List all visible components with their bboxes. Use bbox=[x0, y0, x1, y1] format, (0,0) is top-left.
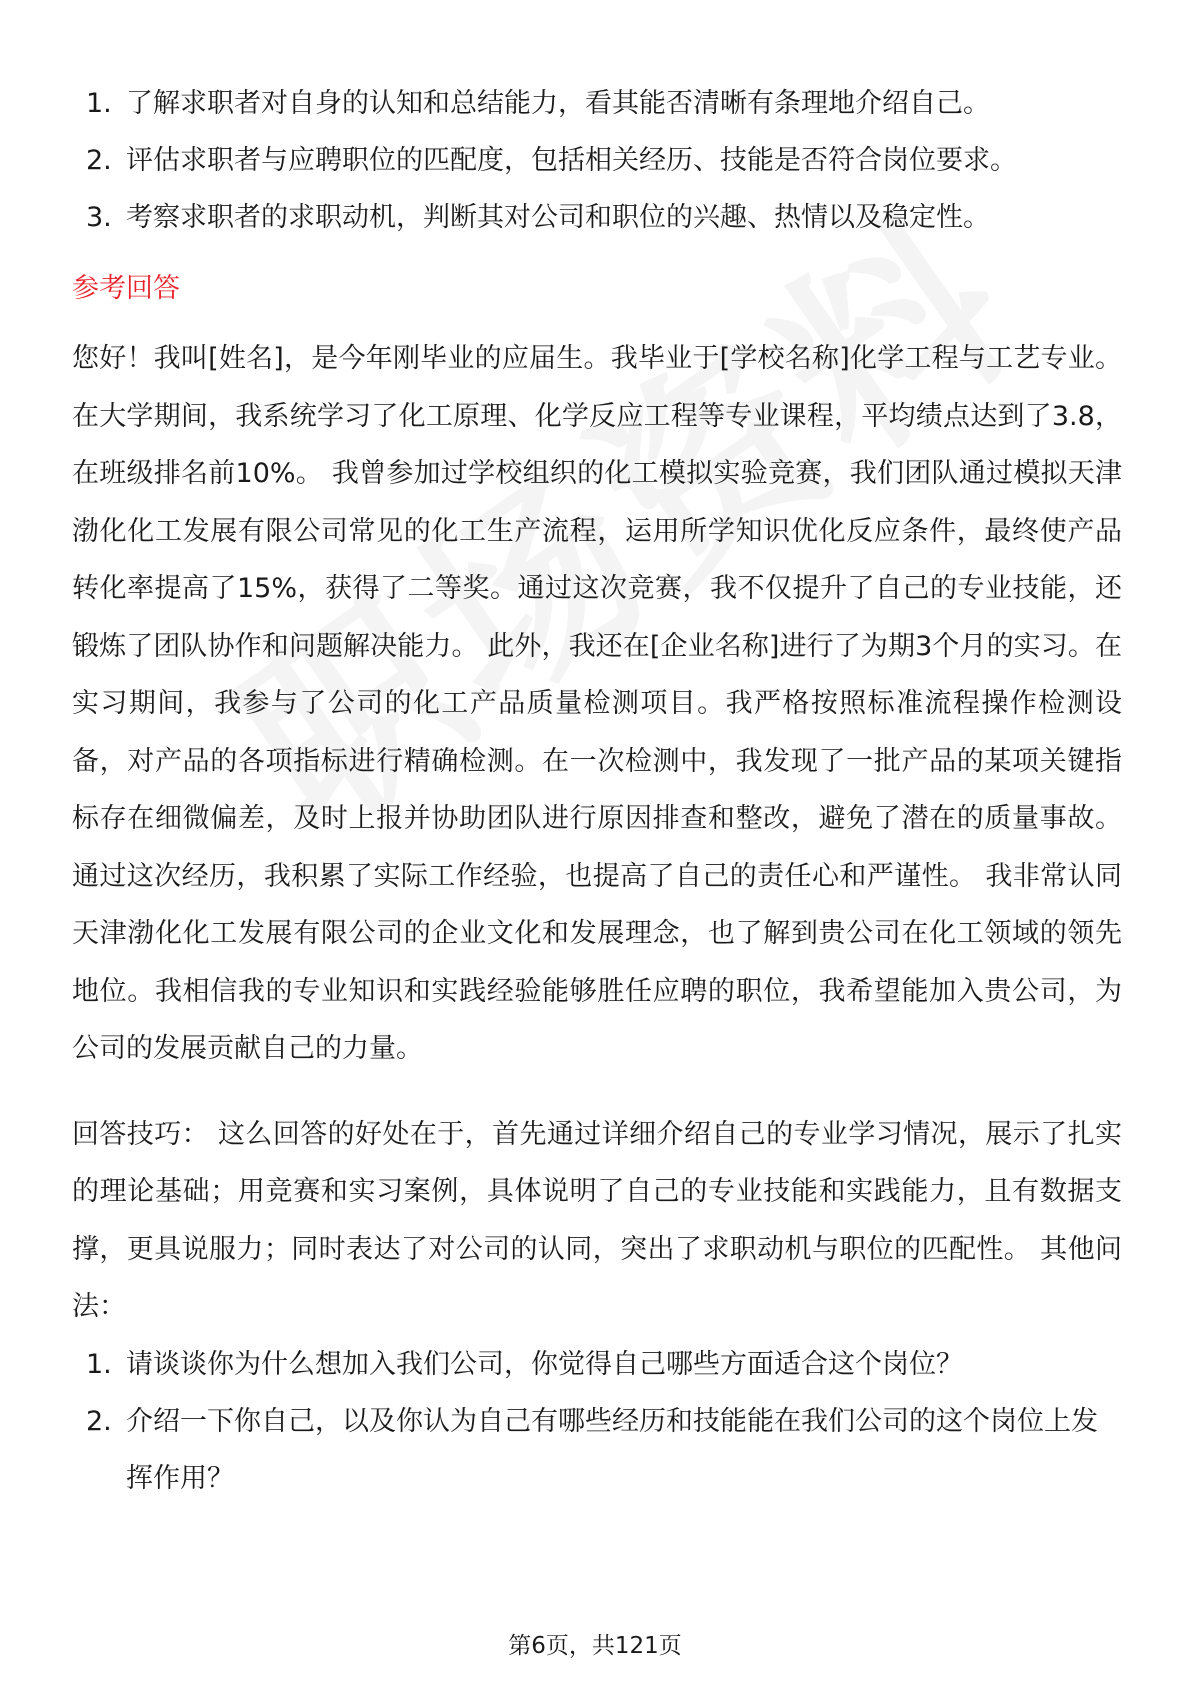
list-text: 了解求职者对自身的认知和总结能力，看其能否清晰有条理地介绍自己。 bbox=[126, 88, 990, 119]
other-questions-list bbox=[72, 1336, 1122, 1507]
list-number: 3. bbox=[86, 202, 112, 233]
list-text: 介绍一下你自己，以及你认为自己有哪些经历和技能能在我们公司的这个岗位上发挥作用？ bbox=[126, 1405, 1098, 1494]
list-item bbox=[72, 1393, 1122, 1507]
list-item bbox=[72, 132, 1122, 189]
list-item bbox=[72, 75, 1122, 132]
page-content bbox=[72, 75, 1122, 1507]
list-number: 1. bbox=[86, 88, 112, 119]
reference-answer-body: 您好！我叫[姓名]，是今年刚毕业的应届生。我毕业于[学校名称]化学工程与工艺专业。在大学期间，我系统学习了化工原理、化学反应工程等专业课程，平均绩点达到了3.8，在班级排名前10%。 我曾参加过学校组织的化工模拟实验竞赛，我们团队通过模拟天津渤化化工发展有限公司常见的化工生产流程，运用所学知识优化反应条件，最终使产品转化率提高了15%，获得了二等奖。通过这次竞赛，我不仅提升了自己的专业技能，还锻炼了团队协作和问题解决能力。 此外，我还在[企业名称]进行了为期3个月的实习。在实习期间，我参与了公司的化工产品质量检测项目。我严格按照标准流程操作检测设备，对产品的各项指标进行精确检测。在一次检测中，我发现了一批产品的某项关键指标存在细微偏差，及时上报并协助团队进行原因排查和整改，避免了潜在的质量事故。通过这次经历，我积累了实际工作经验，也提高了自己的责任心和严谨性。 我非常认同天津渤化化工发展有限公司的企业文化和发展理念，也了解到贵公司在化工领域的领先地位。我相信我的专业知识和实践经验能够胜任应聘的职位，我希望能加入贵公司，为公司的发展贡献自己的力量。 bbox=[72, 343, 1122, 1064]
list-text: 考察求职者的求职动机，判断其对公司和职位的兴趣、热情以及稳定性。 bbox=[126, 202, 990, 233]
list-text: 评估求职者与应聘职位的匹配度，包括相关经历、技能是否符合岗位要求。 bbox=[126, 145, 1017, 176]
list-number: 2. bbox=[86, 145, 112, 176]
list-number: 1. bbox=[86, 1348, 112, 1380]
intro-list bbox=[72, 75, 1122, 246]
reference-answer-heading: 参考回答 bbox=[72, 273, 180, 304]
answer-tips-body: 回答技巧： 这么回答的好处在于，首先通过详细介绍自己的专业学习情况，展示了扎实的理论基础；用竞赛和实习案例，具体说明了自己的专业技能和实践能力，且有数据支撑，更具说服力；同时表达了对公司的认同，突出了求职动机与职位的匹配性。 其他问法： bbox=[72, 1118, 1122, 1322]
list-text: 请谈谈你为什么想加入我们公司，你觉得自己哪些方面适合这个岗位？ bbox=[126, 1348, 963, 1380]
list-item bbox=[72, 189, 1122, 246]
list-item bbox=[72, 1336, 1122, 1393]
list-number: 2. bbox=[86, 1405, 112, 1437]
page-footer: 第6页，共121页 bbox=[508, 1633, 682, 1659]
